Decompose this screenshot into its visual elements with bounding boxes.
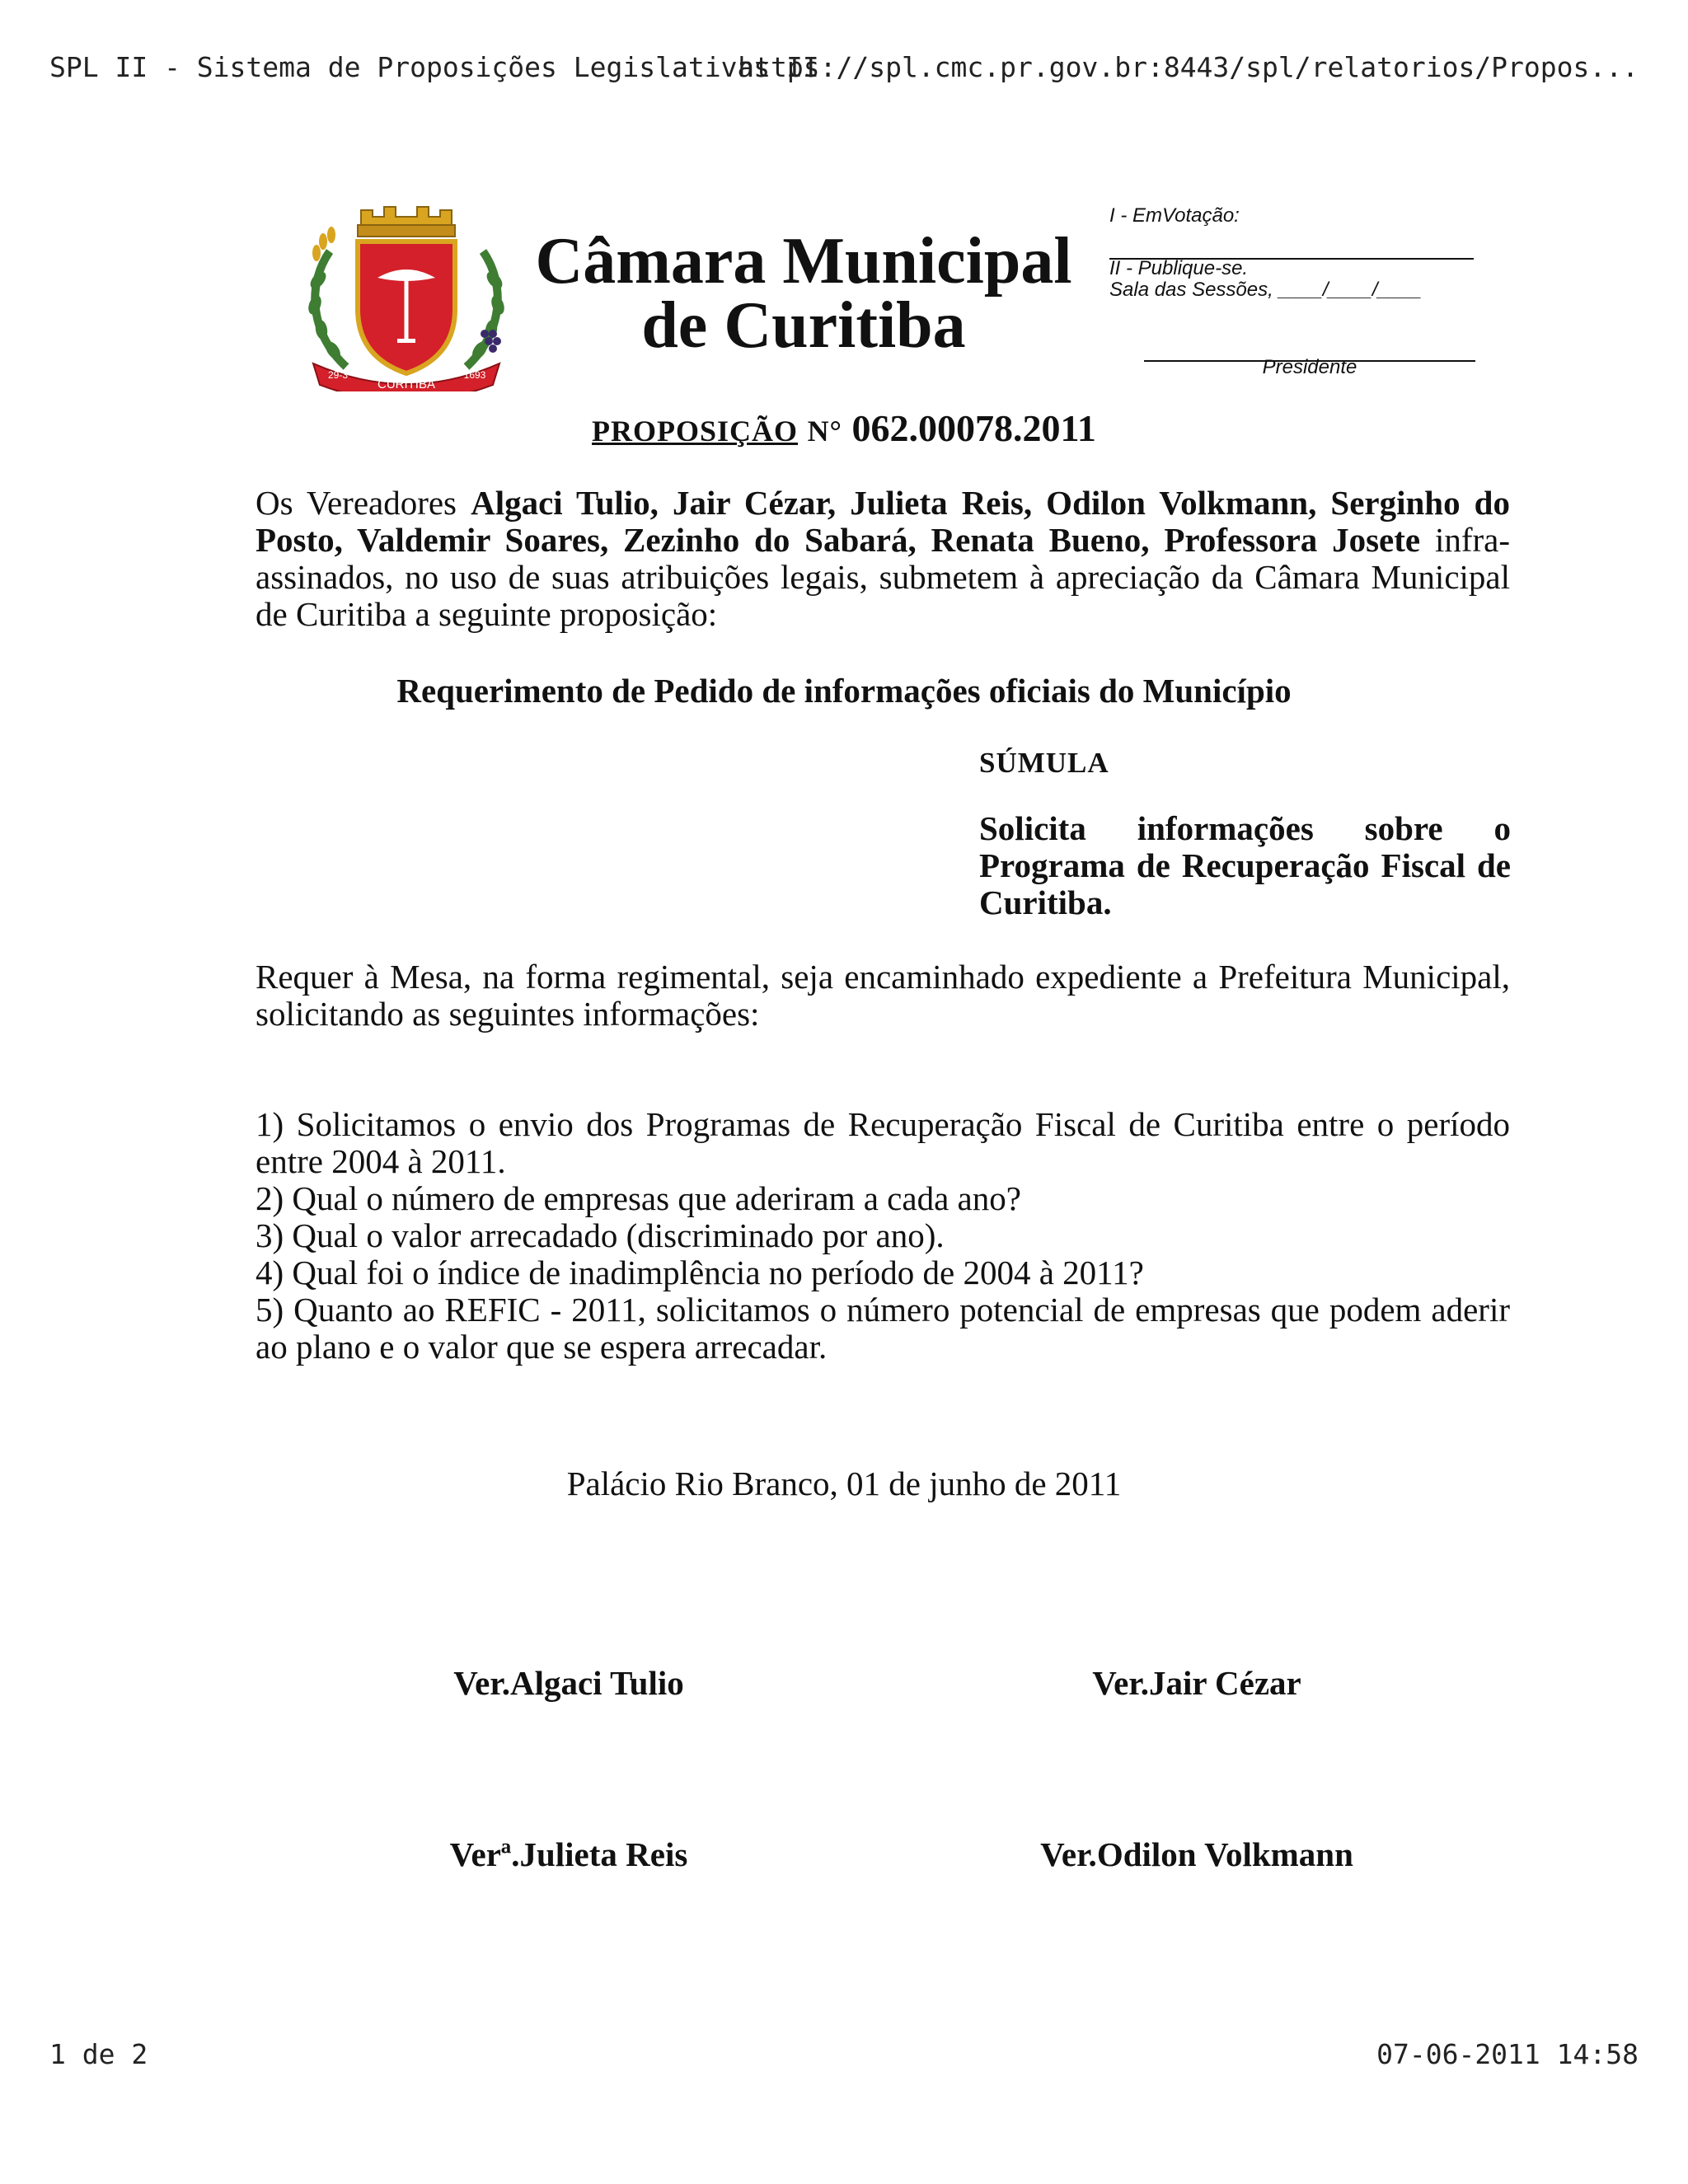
signer-name: Jair Cézar (1148, 1664, 1301, 1702)
signer-prefix: Verª. (449, 1835, 520, 1873)
municipal-crest-logo (298, 202, 514, 391)
request-title: Requerimento de Pedido de informações oficiais do Município (396, 672, 1292, 710)
president-label: Presidente (1262, 356, 1357, 378)
print-footer-timestamp: 07-06-2011 14:58 (1376, 2038, 1639, 2070)
signer-jair-cezar (950, 1663, 1444, 1703)
request-items-list (256, 1106, 1510, 1366)
signer-odilon-volkmann (950, 1835, 1444, 1874)
proposition-number-value: 062.00078.2011 (851, 407, 1096, 449)
chamber-title-line-2: de Curitiba (641, 289, 966, 362)
sumula-text: Solicita informações sobre o Programa de Recuperação Fiscal de Curitiba. (979, 809, 1511, 921)
intro-paragraph (256, 485, 1510, 633)
sumula-label: SÚMULA (979, 747, 1109, 779)
signer-name: Odilon Volkmann (1096, 1835, 1353, 1873)
signer-prefix: Ver. (1040, 1835, 1097, 1873)
request-item: 2) Qual o número de empresas que aderiram a cada ano? (256, 1179, 1021, 1217)
intro-tail: infra-assinados, no uso de suas atribuições legais, submetem à apreciação da Câmara Municipal de Curitiba a seguinte proposição: (256, 521, 1510, 633)
crest-year-left: 29-3 (327, 369, 349, 381)
signer-name: Julieta Reis (519, 1835, 688, 1873)
intro-authors: Algaci Tulio, Jair Cézar, Julieta Reis, Odilon Volkmann, Serginho do Posto, Valdemir Soares, Zezinho do Sabará, Renata Bueno, Professora Josete (256, 484, 1510, 559)
request-item: 1) Solicitamos o envio dos Programas de Recuperação Fiscal de Curitiba entre o período entre 2004 à 2011. (256, 1105, 1510, 1180)
chamber-title-line-1: Câmara Municipal (535, 225, 1072, 298)
request-item: 4) Qual foi o índice de inadimplência no período de 2004 à 2011? (256, 1254, 1144, 1291)
vote-stamp-line-3: Sala das Sessões, ____/____/____ (1109, 279, 1422, 301)
print-footer-page: 1 de 2 (49, 2038, 148, 2070)
request-item: 5) Quanto ao REFIC - 2011, solicitamos o número potencial de empresas que podem aderir ao plano e o valor que se espera arrecadar. (256, 1291, 1510, 1366)
intro-lead: Os Vereadores (256, 484, 457, 522)
signer-algaci-tulio (321, 1663, 816, 1703)
signer-prefix: Ver. (1092, 1664, 1149, 1702)
signer-name: Algaci Tulio (509, 1664, 684, 1702)
place-date: Palácio Rio Branco, 01 de junho de 2011 (566, 1465, 1122, 1502)
chamber-title (528, 225, 1080, 362)
vote-stamp-line-1: I - EmVotação: (1109, 204, 1240, 227)
proposition-number (0, 406, 1688, 450)
crest-banner-text: CURITIBA (377, 377, 436, 391)
vote-stamp-line-2: II - Publique-se. (1109, 257, 1249, 279)
print-header-url: https://spl.cmc.pr.gov.br:8443/spl/relatorios/Propos... (738, 51, 1639, 83)
request-paragraph: Requer à Mesa, na forma regimental, seja encaminhado expediente a Prefeitura Municipal, solicitando as seguintes informações: (256, 958, 1510, 1033)
proposition-label: PROPOSIÇÃO (592, 415, 799, 448)
request-item: 3) Qual o valor arrecadado (discriminado por ano). (256, 1216, 945, 1254)
signer-julieta-reis (321, 1835, 816, 1874)
crest-year-right: 1693 (463, 369, 486, 381)
proposition-number-prefix: N° (807, 415, 842, 448)
print-header-title: SPL II - Sistema de Proposições Legislativas II (49, 51, 819, 83)
signer-prefix: Ver. (453, 1664, 510, 1702)
